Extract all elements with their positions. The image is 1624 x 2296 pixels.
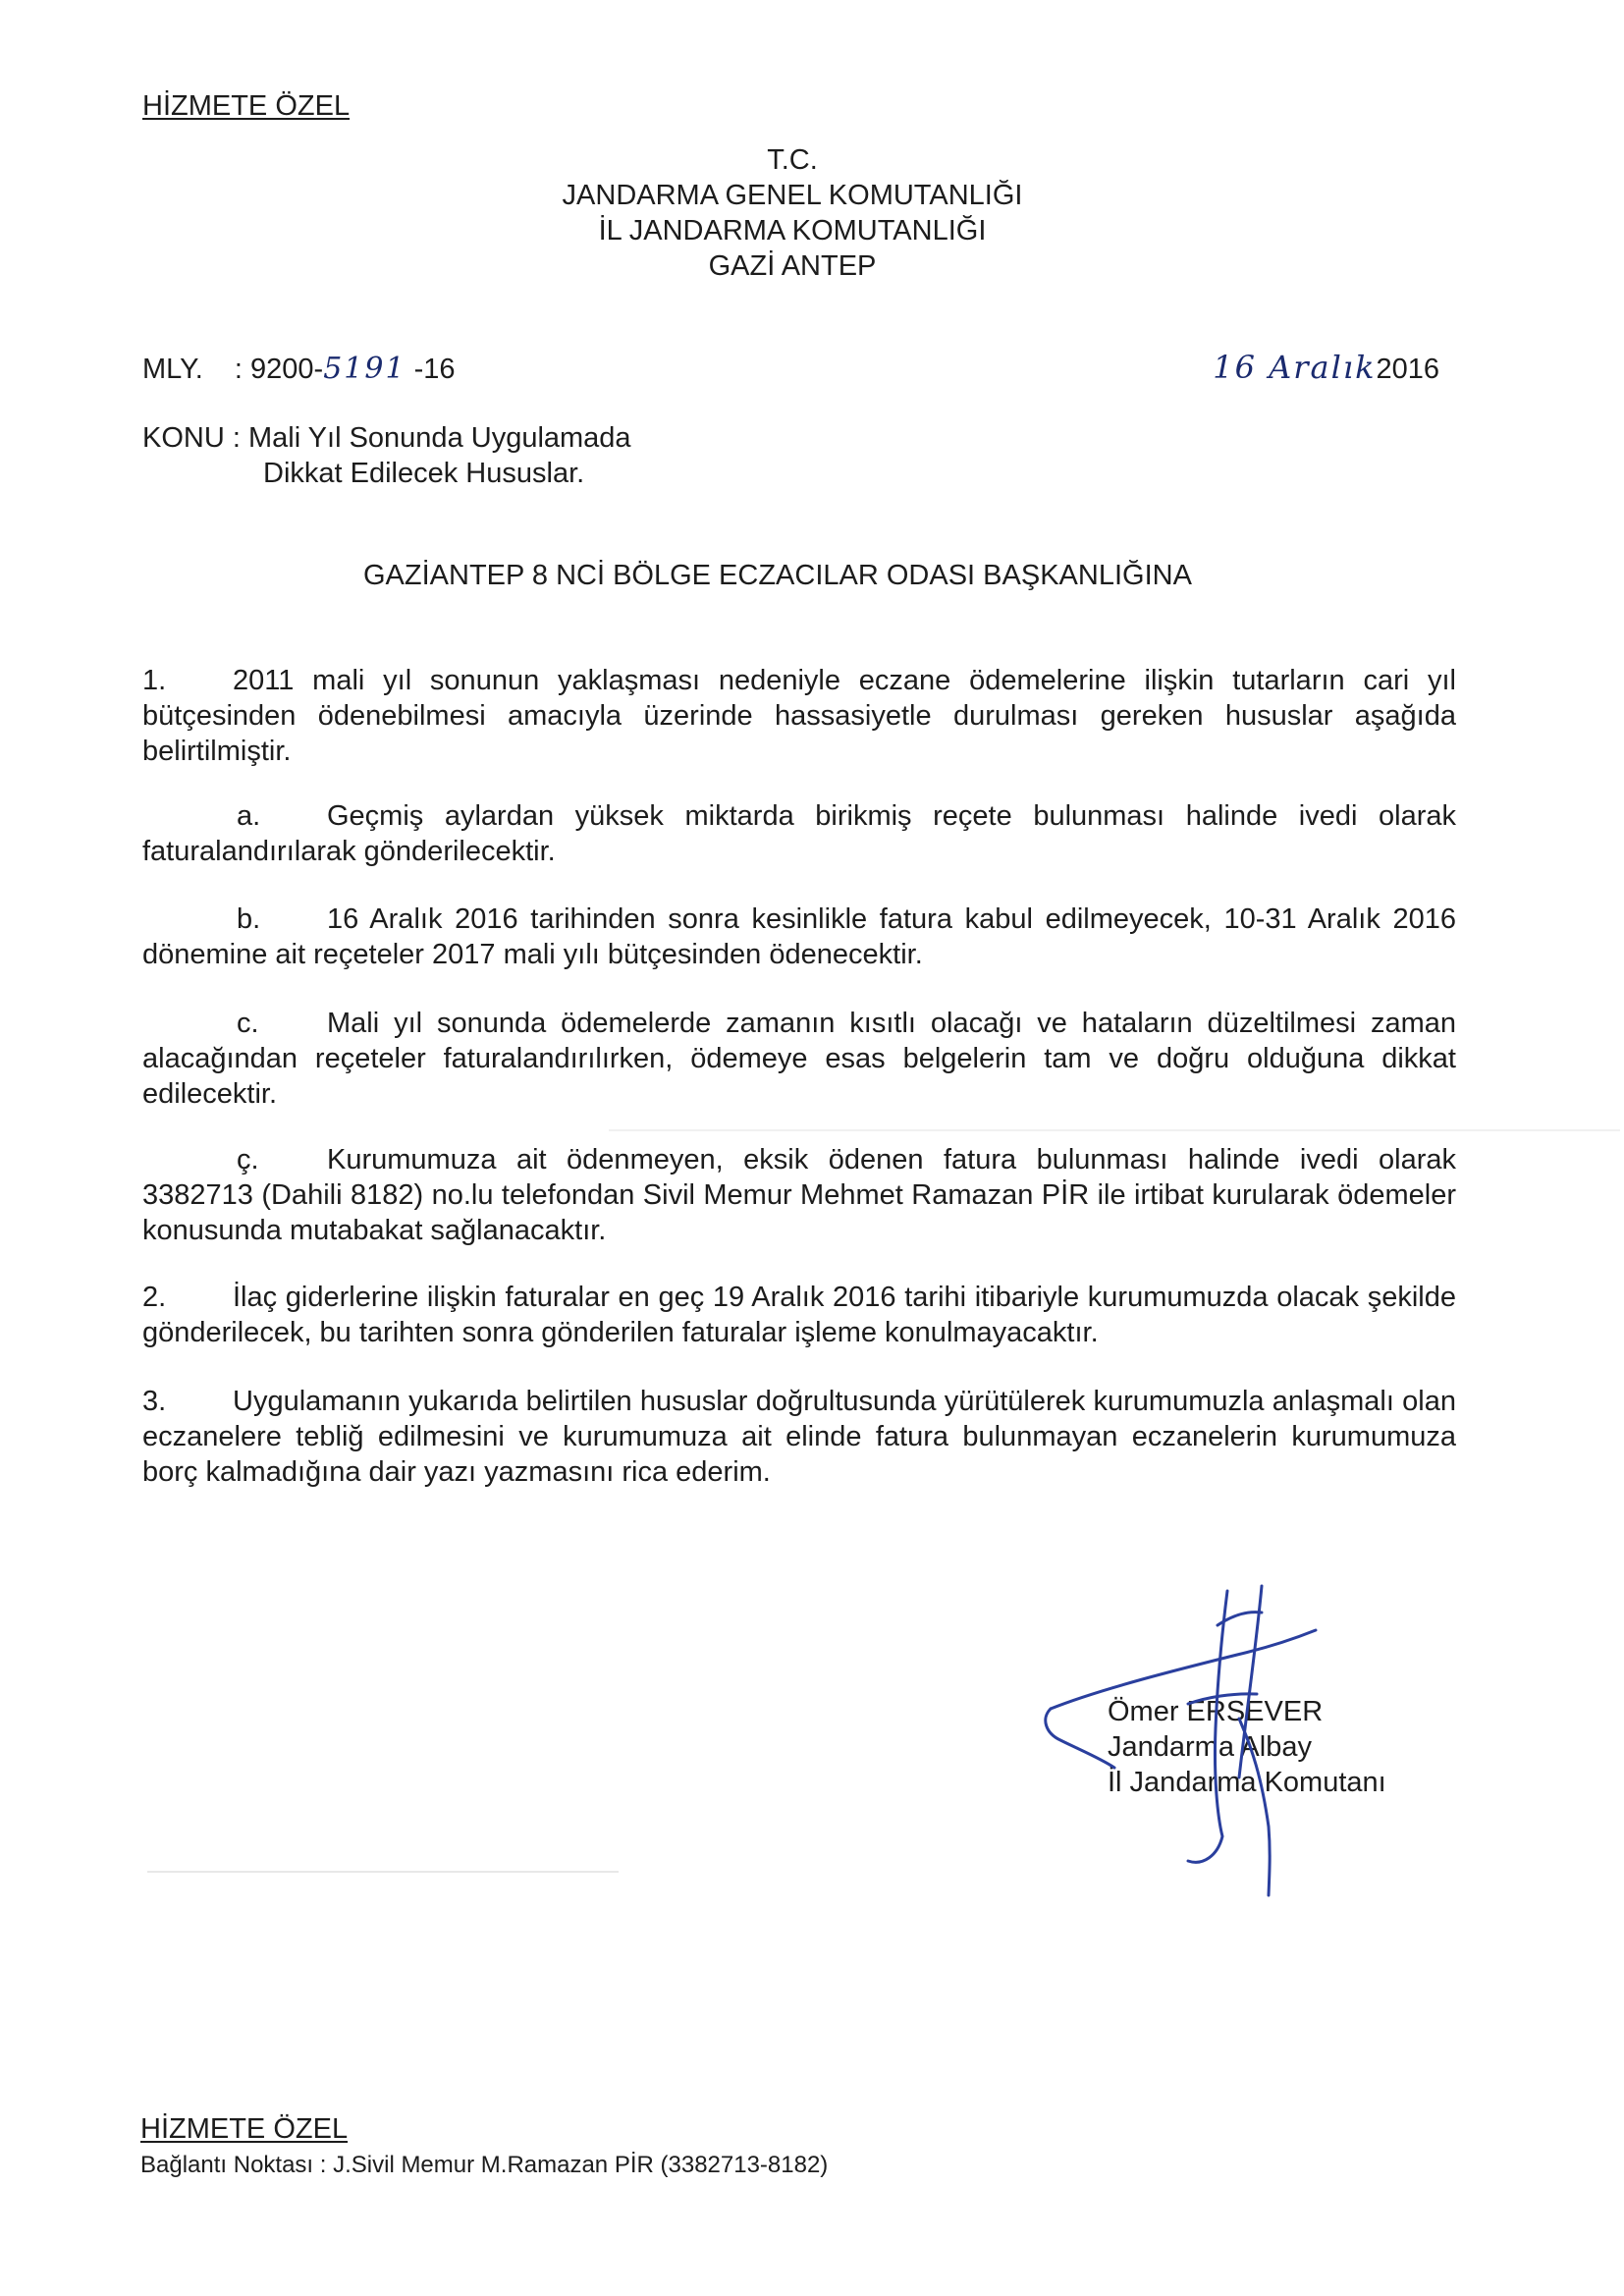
reference-handwritten-number: 5191 xyxy=(323,352,406,386)
letterhead-line-4: GAZİ ANTEP xyxy=(708,250,877,282)
paragraph-b-number: b. xyxy=(237,903,261,935)
paragraph-cc xyxy=(142,1142,1456,1248)
contact-point: Bağlantı Noktası : J.Sivil Memur M.Ramazan PİR (3382713-8182) xyxy=(140,2152,829,2178)
classification-bottom: HİZMETE ÖZEL xyxy=(140,2113,349,2145)
reference-prefix: : 9200- xyxy=(234,354,324,385)
subject xyxy=(142,420,631,456)
reference-suffix: -16 xyxy=(406,354,456,385)
paragraph-2 xyxy=(142,1280,1456,1350)
letterhead-line-1: T.C. xyxy=(767,144,818,176)
paragraph-cc-text: Kurumumuza ait ödenmeyen, eksik ödenen fatura bulunması halinde ivedi olarak 3382713 (Dahili 8182) no.lu telefondan Sivil Memur Mehmet Ramazan PİR ile irtibat kurularak ödemeler konusunda mutabakat sağlanacaktır. xyxy=(142,1144,1456,1246)
paragraph-a-text: Geçmiş aylardan yüksek miktarda birikmiş reçete bulunması halinde ivedi olarak faturalandırılarak gönderilecektir. xyxy=(142,800,1456,867)
paragraph-b-text: 16 Aralık 2016 tarihinden sonra kesinlikle fatura kabul edilmeyecek, 10-31 Aralık 2016 dönemine ait reçeteler 2017 mali yılı bütçesinden ödenecektir. xyxy=(142,903,1456,970)
paragraph-c xyxy=(142,1006,1456,1112)
paragraph-2-number: 2. xyxy=(142,1282,167,1313)
subject-line-1: : Mali Yıl Sonunda Uygulamada xyxy=(232,422,631,454)
paragraph-a xyxy=(142,798,1456,869)
letterhead-line-3: İL JANDARMA KOMUTANLIĞI xyxy=(598,215,987,246)
letterhead-line-2: JANDARMA GENEL KOMUTANLIĞI xyxy=(562,180,1023,211)
subject-line-2: Dikkat Edilecek Hususlar. xyxy=(263,458,585,489)
subject-label: KONU xyxy=(142,422,225,454)
date-year: 2016 xyxy=(1376,354,1439,385)
paragraph-3-text: Uygulamanın yukarıda belirtilen hususlar doğrultusunda yürütülerek kurumumuzla anlaşmalı olan eczanelere tebliğ edilmesini ve kurumumuza ait elinde fatura bulunmayan eczanelerin kurumumuza borç kalmadığına dair yazı yazmasını rica ederim. xyxy=(142,1386,1456,1488)
paragraph-c-text: Mali yıl sonunda ödemelerde zamanın kısıtlı olacağı ve hataların düzeltilmesi zaman alacağından reçeteler faturalandırılırken, ödemeye esas belgelerin tam ve doğru olduğuna dikkat edilecektir. xyxy=(142,1008,1456,1110)
fold-line xyxy=(609,1129,1620,1131)
signatory-name: Ömer ERSEVER xyxy=(1108,1696,1324,1727)
reference-number xyxy=(142,352,456,387)
signatory-title: İl Jandarma Komutanı xyxy=(1108,1767,1386,1798)
recipient: GAZİANTEP 8 NCİ BÖLGE ECZACILAR ODASI BAŞKANLIĞINA xyxy=(363,560,1192,591)
paragraph-a-number: a. xyxy=(237,800,261,832)
letterhead xyxy=(0,142,1624,284)
reference-label: MLY. xyxy=(142,354,203,385)
signatory-rank: Jandarma Albay xyxy=(1108,1731,1312,1763)
document-date xyxy=(1213,350,1439,387)
paragraph-cc-number: ç. xyxy=(237,1144,259,1175)
date-handwritten: 16 Aralık xyxy=(1213,349,1377,386)
paragraph-3 xyxy=(142,1384,1456,1490)
classification-top: HİZMETE ÖZEL xyxy=(142,90,351,122)
handwritten-signature xyxy=(1021,1571,1394,1905)
paragraph-1 xyxy=(142,663,1456,769)
paragraph-1-number: 1. xyxy=(142,665,167,696)
paragraph-3-number: 3. xyxy=(142,1386,167,1417)
paragraph-c-number: c. xyxy=(237,1008,259,1039)
scan-artifact-line xyxy=(147,1871,619,1873)
paragraph-1-text: 2011 mali yıl sonunun yaklaşması nedeniyle eczane ödemelerine ilişkin tutarların cari yıl bütçesinden ödenebilmesi amacıyla üzerinde hassasiyetle durulması gereken hususlar aşağıda belirtilmiştir. xyxy=(142,665,1456,767)
paragraph-2-text: İlaç giderlerine ilişkin faturalar en geç 19 Aralık 2016 tarihi itibariyle kurumumuzda olacak şekilde gönderilecek, bu tarihten sonra gönderilen faturalar işleme konulmayacaktır. xyxy=(142,1282,1456,1348)
paragraph-b xyxy=(142,902,1456,972)
